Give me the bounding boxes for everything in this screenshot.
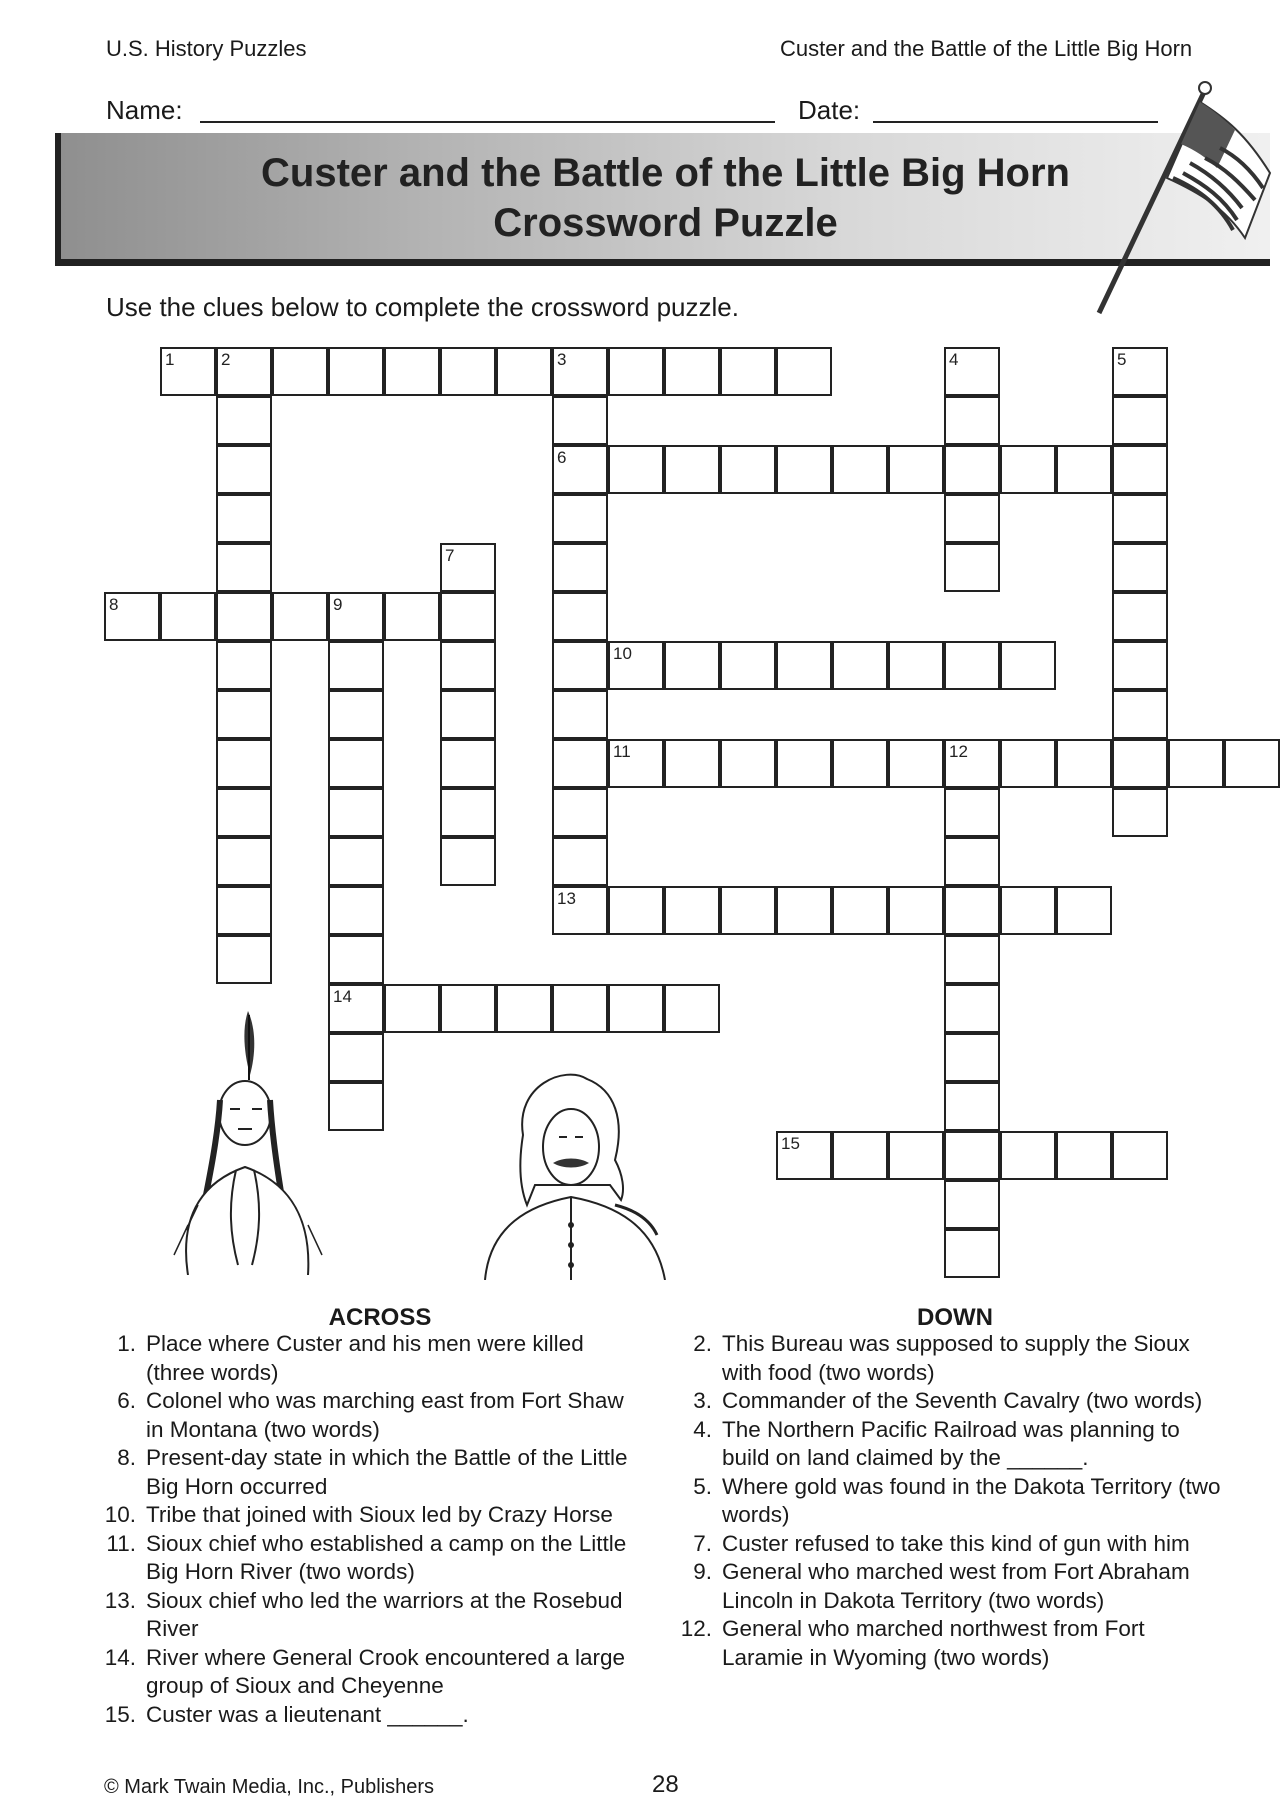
grid-cell[interactable] bbox=[440, 347, 496, 396]
across-clue bbox=[104, 1587, 664, 1644]
grid-cell[interactable] bbox=[552, 543, 608, 592]
grid-cell[interactable] bbox=[944, 396, 1000, 445]
grid-cell[interactable] bbox=[944, 837, 1000, 886]
down-clue bbox=[680, 1416, 1260, 1473]
down-clue-text: build on land claimed by the ______. bbox=[722, 1445, 1089, 1470]
down-clue-number: 9. bbox=[693, 1559, 712, 1584]
grid-cell[interactable] bbox=[1112, 445, 1168, 494]
across-clue-number: 8. bbox=[117, 1445, 136, 1470]
across-clue-number: 6. bbox=[117, 1388, 136, 1413]
across-clue bbox=[104, 1387, 664, 1444]
across-clue-text: Colonel who was marching east from Fort Shaw bbox=[146, 1388, 624, 1413]
grid-cell[interactable] bbox=[1000, 886, 1056, 935]
grid-cell[interactable] bbox=[664, 739, 720, 788]
grid-cell[interactable] bbox=[664, 886, 720, 935]
grid-cell[interactable] bbox=[944, 886, 1000, 935]
across-clue-number: 1. bbox=[117, 1331, 136, 1356]
across-clue-number: 11. bbox=[106, 1530, 136, 1556]
grid-cell[interactable] bbox=[1056, 886, 1112, 935]
grid-cell[interactable] bbox=[552, 739, 608, 788]
across-heading: ACROSS bbox=[328, 1304, 432, 1331]
clue-number-8: 8 bbox=[109, 595, 119, 614]
grid-cell[interactable] bbox=[328, 641, 384, 690]
down-clue-text: with food (two words) bbox=[722, 1359, 935, 1385]
grid-cell[interactable] bbox=[328, 837, 384, 886]
down-clue-text: Lincoln in Dakota Territory (two words) bbox=[722, 1587, 1105, 1613]
grid-cell[interactable] bbox=[888, 641, 944, 690]
grid-cell[interactable] bbox=[328, 690, 384, 739]
grid-cell[interactable] bbox=[608, 445, 664, 494]
grid-cell[interactable] bbox=[216, 641, 272, 690]
grid-cell[interactable] bbox=[440, 788, 496, 837]
down-clue-text: Laramie in Wyoming (two words) bbox=[722, 1644, 1050, 1670]
down-clue-text: The Northern Pacific Railroad was planning to bbox=[722, 1416, 1180, 1442]
across-clue-number: 13. bbox=[104, 1587, 136, 1613]
grid-cell[interactable] bbox=[944, 641, 1000, 690]
down-clue-text: Commander of the Seventh Cavalry (two words) bbox=[722, 1388, 1203, 1413]
across-clue-text: Place where Custer and his men were killed bbox=[146, 1331, 584, 1356]
grid-cell[interactable] bbox=[664, 347, 720, 396]
grid-cell[interactable] bbox=[1168, 739, 1224, 788]
grid-cell[interactable] bbox=[440, 690, 496, 739]
grid-cell[interactable] bbox=[216, 445, 272, 494]
grid-cell[interactable] bbox=[1112, 739, 1168, 788]
grid-cell[interactable] bbox=[272, 592, 328, 641]
grid-cell[interactable] bbox=[608, 886, 664, 935]
clue-number-12: 12 bbox=[949, 742, 968, 761]
grid-cell[interactable] bbox=[664, 984, 720, 1033]
down-clue-number: 12. bbox=[680, 1616, 712, 1641]
clue-number-3: 3 bbox=[557, 350, 567, 369]
down-clue bbox=[680, 1615, 1260, 1672]
grid-cell[interactable] bbox=[384, 592, 440, 641]
grid-cell[interactable] bbox=[944, 984, 1000, 1033]
across-clue bbox=[104, 1444, 664, 1501]
grid-cell[interactable] bbox=[552, 837, 608, 886]
grid-cell[interactable] bbox=[384, 347, 440, 396]
grid-cell[interactable] bbox=[328, 1033, 384, 1082]
down-heading: DOWN bbox=[917, 1304, 993, 1331]
grid-cell[interactable] bbox=[328, 1082, 384, 1131]
custer-illustration bbox=[475, 1065, 675, 1280]
down-clue-number: 5. bbox=[693, 1473, 712, 1499]
grid-cell[interactable] bbox=[216, 886, 272, 935]
grid-cell[interactable] bbox=[328, 935, 384, 984]
grid-cell[interactable] bbox=[944, 1229, 1000, 1278]
grid-cell[interactable] bbox=[832, 1131, 888, 1180]
clue-number-10: 10 bbox=[613, 644, 632, 663]
down-clue bbox=[680, 1558, 1260, 1615]
grid-cell[interactable] bbox=[1056, 739, 1112, 788]
grid-cell[interactable] bbox=[216, 837, 272, 886]
grid-cell[interactable] bbox=[832, 886, 888, 935]
grid-cell[interactable] bbox=[608, 984, 664, 1033]
grid-cell[interactable] bbox=[552, 396, 608, 445]
across-clue bbox=[104, 1701, 664, 1730]
clue-number-1: 1 bbox=[165, 350, 175, 369]
across-clue bbox=[104, 1530, 664, 1587]
name-label: Name: bbox=[106, 95, 183, 125]
grid-cell[interactable] bbox=[1056, 1131, 1112, 1180]
grid-cell[interactable] bbox=[1112, 592, 1168, 641]
down-clue-number: 4. bbox=[693, 1416, 712, 1442]
down-clue-number: 3. bbox=[693, 1388, 712, 1413]
grid-cell[interactable] bbox=[944, 1180, 1000, 1229]
grid-cell[interactable] bbox=[216, 396, 272, 445]
grid-cell[interactable] bbox=[832, 739, 888, 788]
page-number: 28 bbox=[652, 1771, 679, 1798]
clue-number-7: 7 bbox=[445, 546, 455, 565]
grid-cell[interactable] bbox=[888, 1131, 944, 1180]
down-clue-text: This Bureau was supposed to supply the Sioux bbox=[722, 1331, 1190, 1356]
grid-cell[interactable] bbox=[720, 641, 776, 690]
across-clue-text: Sioux chief who established a camp on the Little bbox=[146, 1530, 627, 1556]
grid-cell[interactable] bbox=[216, 935, 272, 984]
grid-cell[interactable] bbox=[328, 886, 384, 935]
title-line-2: Crossword Puzzle bbox=[493, 201, 838, 245]
grid-cell[interactable] bbox=[552, 690, 608, 739]
grid-cell[interactable] bbox=[1000, 641, 1056, 690]
grid-cell[interactable] bbox=[216, 690, 272, 739]
grid-cell[interactable] bbox=[440, 641, 496, 690]
grid-cell[interactable] bbox=[440, 837, 496, 886]
grid-cell[interactable] bbox=[496, 347, 552, 396]
grid-cell[interactable] bbox=[1112, 641, 1168, 690]
across-clue-number: 14. bbox=[104, 1644, 136, 1670]
grid-cell[interactable] bbox=[1112, 788, 1168, 837]
clue-number-11: 11 bbox=[613, 742, 631, 761]
grid-cell[interactable] bbox=[944, 788, 1000, 837]
grid-cell[interactable] bbox=[552, 592, 608, 641]
grid-cell[interactable] bbox=[776, 445, 832, 494]
grid-cell[interactable] bbox=[944, 935, 1000, 984]
grid-cell[interactable] bbox=[440, 984, 496, 1033]
grid-cell[interactable] bbox=[608, 347, 664, 396]
grid-cell[interactable] bbox=[776, 739, 832, 788]
across-clue-text: group of Sioux and Cheyenne bbox=[146, 1673, 444, 1698]
grid-cell[interactable] bbox=[160, 592, 216, 641]
across-clue-text: River where General Crook encountered a large bbox=[146, 1644, 626, 1670]
down-clue-text: Custer refused to take this kind of gun with him bbox=[722, 1530, 1190, 1556]
grid-cell[interactable] bbox=[552, 494, 608, 543]
clue-number-9: 9 bbox=[333, 595, 343, 614]
grid-cell[interactable] bbox=[944, 1033, 1000, 1082]
clue-number-5: 5 bbox=[1117, 350, 1127, 369]
grid-cell[interactable] bbox=[1056, 445, 1112, 494]
grid-cell[interactable] bbox=[440, 739, 496, 788]
grid-cell[interactable] bbox=[1112, 396, 1168, 445]
title-line-1: Custer and the Battle of the Little Big Horn bbox=[261, 151, 1070, 195]
across-clue-text: Present-day state in which the Battle of the Little bbox=[146, 1445, 628, 1470]
grid-cell[interactable] bbox=[216, 788, 272, 837]
grid-cell[interactable] bbox=[328, 739, 384, 788]
grid-cell[interactable] bbox=[216, 494, 272, 543]
clue-number-2: 2 bbox=[221, 350, 231, 369]
grid-cell[interactable] bbox=[720, 886, 776, 935]
grid-cell[interactable] bbox=[720, 445, 776, 494]
grid-cell[interactable] bbox=[776, 347, 832, 396]
clue-number-4: 4 bbox=[949, 350, 959, 369]
down-clue-text: Where gold was found in the Dakota Territory (two bbox=[722, 1473, 1221, 1499]
instructions: Use the clues below to complete the crossword puzzle. bbox=[106, 292, 739, 322]
grid-cell[interactable] bbox=[328, 788, 384, 837]
grid-cell[interactable] bbox=[1000, 1131, 1056, 1180]
date-label: Date: bbox=[798, 95, 861, 125]
grid-cell[interactable] bbox=[944, 543, 1000, 592]
grid-cell[interactable] bbox=[1112, 690, 1168, 739]
grid-cell[interactable] bbox=[1112, 543, 1168, 592]
grid-cell[interactable] bbox=[888, 886, 944, 935]
grid-cell[interactable] bbox=[944, 1131, 1000, 1180]
across-clue-text: River bbox=[146, 1616, 199, 1641]
grid-cell[interactable] bbox=[888, 739, 944, 788]
grid-cell[interactable] bbox=[552, 641, 608, 690]
grid-cell[interactable] bbox=[216, 592, 272, 641]
grid-cell[interactable] bbox=[944, 494, 1000, 543]
grid-cell[interactable] bbox=[664, 445, 720, 494]
across-clue-number: 10. bbox=[104, 1502, 136, 1527]
down-clue-text: words) bbox=[722, 1502, 790, 1527]
grid-cell[interactable] bbox=[384, 984, 440, 1033]
grid-cell[interactable] bbox=[216, 543, 272, 592]
down-clue-text: General who marched west from Fort Abraham bbox=[722, 1559, 1190, 1584]
american-flag-icon bbox=[1085, 78, 1280, 323]
clue-number-13: 13 bbox=[557, 889, 576, 908]
grid-cell[interactable] bbox=[832, 641, 888, 690]
clue-number-15: 15 bbox=[781, 1134, 800, 1153]
down-clue bbox=[680, 1330, 1260, 1387]
grid-cell[interactable] bbox=[328, 347, 384, 396]
grid-cell[interactable] bbox=[944, 1082, 1000, 1131]
clue-number-14: 14 bbox=[333, 987, 352, 1006]
down-clue bbox=[680, 1473, 1260, 1530]
grid-cell[interactable] bbox=[216, 739, 272, 788]
across-clue-text: Big Horn River (two words) bbox=[146, 1559, 415, 1584]
across-clue bbox=[104, 1644, 664, 1701]
grid-cell[interactable] bbox=[720, 739, 776, 788]
down-clue-number: 7. bbox=[693, 1530, 712, 1556]
across-clue-text: Tribe that joined with Sioux led by Crazy Horse bbox=[146, 1502, 613, 1527]
down-clue bbox=[680, 1387, 1260, 1416]
grid-cell[interactable] bbox=[496, 984, 552, 1033]
across-clue bbox=[104, 1330, 664, 1387]
grid-cell[interactable] bbox=[272, 347, 328, 396]
header-right: Custer and the Battle of the Little Big Horn bbox=[780, 36, 1193, 61]
grid-cell[interactable] bbox=[776, 886, 832, 935]
grid-cell[interactable] bbox=[832, 445, 888, 494]
copyright: © Mark Twain Media, Inc., Publishers bbox=[104, 1776, 435, 1798]
down-clue-text: General who marched northwest from Fort bbox=[722, 1616, 1145, 1641]
across-clue-text: Sioux chief who led the warriors at the Rosebud bbox=[146, 1587, 623, 1613]
grid-cell[interactable] bbox=[944, 445, 1000, 494]
grid-cell[interactable] bbox=[552, 984, 608, 1033]
grid-cell[interactable] bbox=[888, 445, 944, 494]
across-clue-text: Big Horn occurred bbox=[146, 1473, 328, 1499]
down-clue-number: 2. bbox=[693, 1331, 712, 1356]
across-clue-text: in Montana (two words) bbox=[146, 1416, 380, 1442]
across-clue-number: 15. bbox=[104, 1701, 136, 1727]
name-line[interactable] bbox=[200, 121, 775, 123]
across-clue bbox=[104, 1501, 664, 1530]
grid-cell[interactable] bbox=[1224, 739, 1280, 788]
sitting-bull-illustration bbox=[148, 1005, 333, 1275]
grid-cell[interactable] bbox=[776, 641, 832, 690]
grid-cell[interactable] bbox=[1112, 494, 1168, 543]
grid-cell[interactable] bbox=[1112, 1131, 1168, 1180]
grid-cell[interactable] bbox=[440, 592, 496, 641]
down-clue bbox=[680, 1530, 1260, 1559]
grid-cell[interactable] bbox=[1000, 739, 1056, 788]
grid-cell[interactable] bbox=[552, 788, 608, 837]
across-clue-text: Custer was a lieutenant ______. bbox=[146, 1701, 469, 1727]
grid-cell[interactable] bbox=[1000, 445, 1056, 494]
clue-number-6: 6 bbox=[557, 448, 567, 467]
grid-cell[interactable] bbox=[720, 347, 776, 396]
header-left: U.S. History Puzzles bbox=[106, 36, 307, 61]
across-clue-text: (three words) bbox=[146, 1359, 279, 1385]
grid-cell[interactable] bbox=[664, 641, 720, 690]
